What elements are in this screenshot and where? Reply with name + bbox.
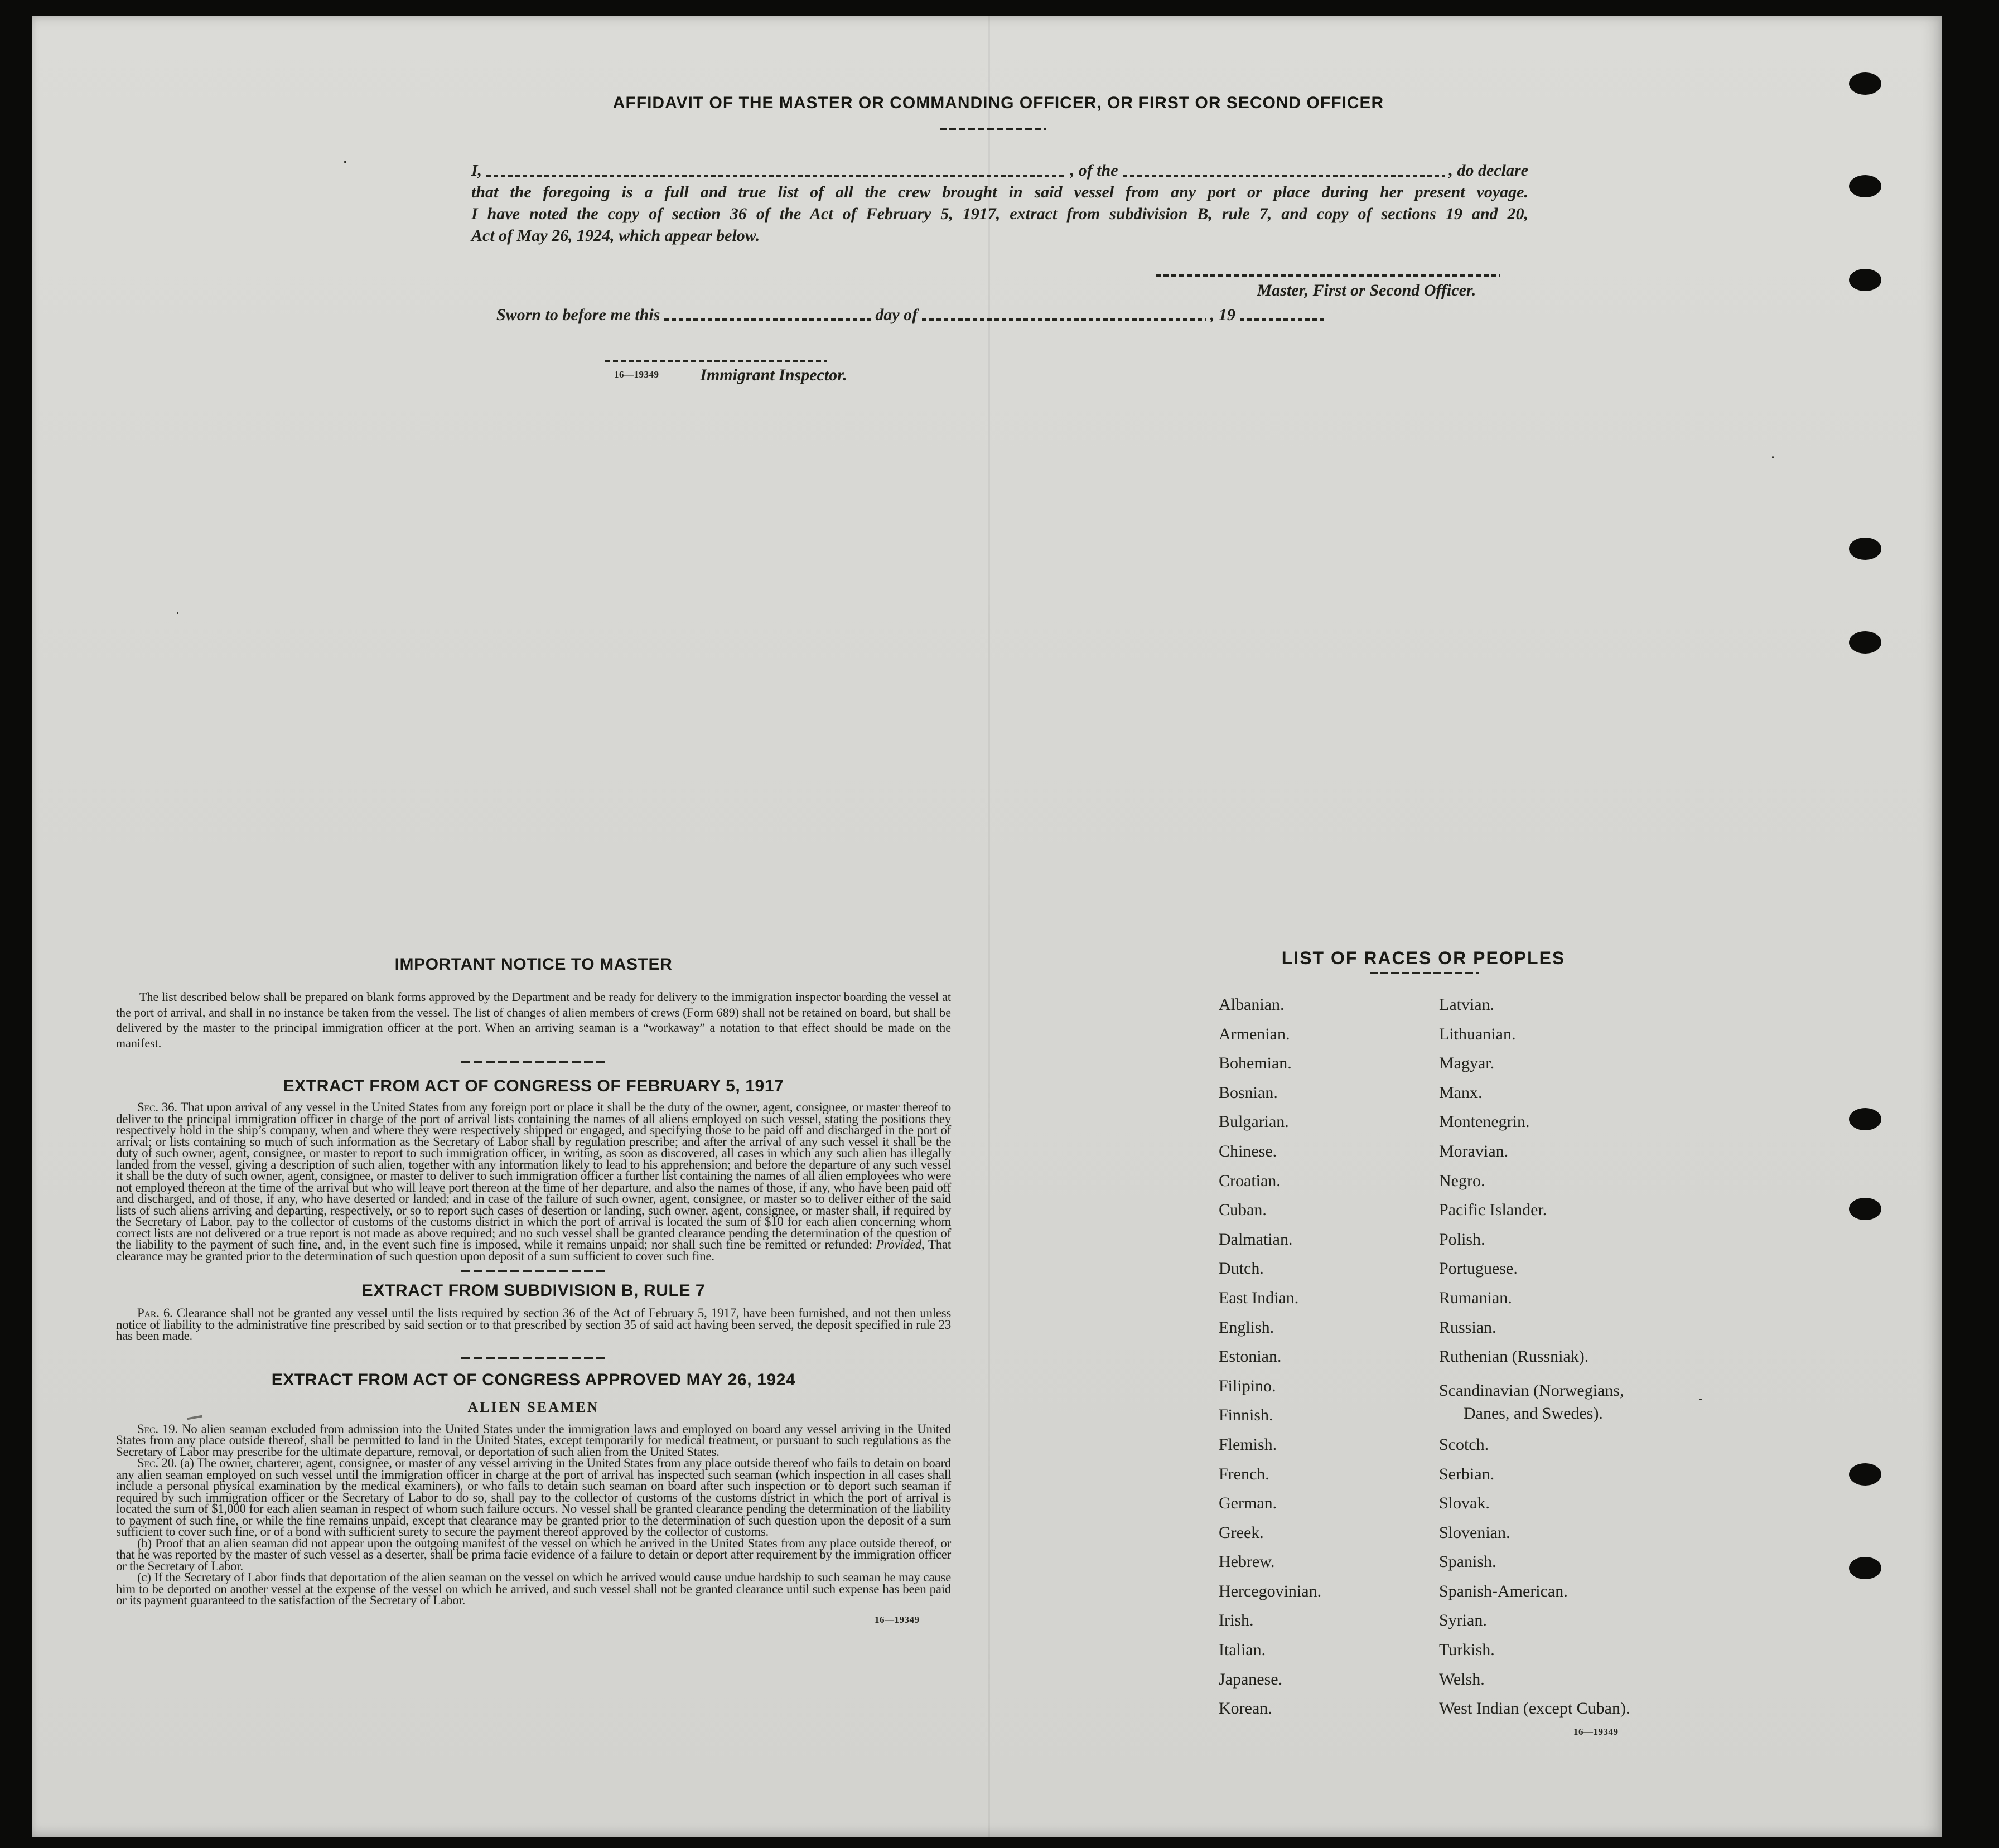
race-item: Portuguese. (1439, 1259, 1518, 1278)
race-item: Welsh. (1439, 1670, 1485, 1689)
race-item: Japanese. (1219, 1670, 1283, 1689)
race-item: Italian. (1219, 1641, 1266, 1660)
paper-crease (988, 16, 990, 1837)
race-item: Finnish. (1219, 1406, 1273, 1425)
race-item: Cuban. (1219, 1201, 1267, 1220)
race-item: Hercegovinian. (1219, 1581, 1322, 1600)
race-item: Albanian. (1219, 995, 1285, 1014)
declarant-line (471, 159, 1528, 181)
race-item: Montenegrin. (1439, 1112, 1530, 1131)
vessel-name-blank (1123, 175, 1445, 177)
sec-20-label: Sec. 20. (137, 1456, 177, 1470)
race-item: Bulgarian. (1219, 1112, 1289, 1131)
race-item: Chinese. (1219, 1141, 1277, 1160)
race-item: Slovenian. (1439, 1523, 1510, 1542)
section-19-paragraph (116, 1421, 951, 1459)
par-6-paragraph (116, 1308, 951, 1342)
race-item: Moravian. (1439, 1141, 1509, 1160)
race-item: Greek. (1219, 1523, 1264, 1542)
race-item: Croatian. (1219, 1171, 1281, 1190)
punch-hole (1849, 1198, 1881, 1220)
inspector-signature-blank (605, 360, 827, 362)
races-heading-underline (1370, 972, 1479, 974)
sworn-year-blank (1240, 318, 1326, 321)
section-divider (461, 1357, 606, 1359)
extract-1924-heading: EXTRACT FROM ACT OF CONGRESS APPROVED MAY 26, 1924 (271, 1370, 796, 1389)
sworn-statement-line (496, 306, 1330, 325)
race-item: French. (1219, 1464, 1269, 1483)
race-item: Bosnian. (1219, 1083, 1278, 1102)
race-item: Ruthenian (Russniak). (1439, 1347, 1589, 1366)
race-item: Flemish. (1219, 1435, 1277, 1454)
races-list-heading: LIST OF RACES OR PEOPLES (1281, 948, 1566, 968)
sec-20a-text: (a) The owner, charterer, agent, consignee, or master of any vessel arriving in the United States from any place outside thereof who fails to detain on board any alien seaman employed on such vessel until the immigration officer in charge at the port of arrival has inspected such seaman (which inspection in all cases shall include a personal physical examination by the medical examiners), or who fails to detain such seaman on board after such inspection or to deport such seaman if required by such immigration officer or the Secretary of Labor to do so, shall pay to the collector of customs of the customs district in which the port of arrival is located the sum of $1,000 for each alien seaman in respect of whom such failure occurs. No vessel shall be granted clearance pending the determination of the liability to payment of such fine, or while the fine remains unpaid, except that clearance may be granted prior to the determination of such question upon the deposit of a sum sufficient to cover such fine, or of a bond with sufficient surety to secure the payment thereof approved by the collector of customs. (116, 1456, 952, 1539)
sworn-month-blank (922, 318, 1206, 321)
form-number-bottom-left: 16—19349 (875, 1614, 920, 1625)
notice-heading: IMPORTANT NOTICE TO MASTER (394, 955, 673, 974)
race-item: Irish. (1219, 1611, 1254, 1630)
paper-speck (1772, 456, 1774, 458)
section-20a-paragraph (116, 1458, 951, 1538)
punch-hole (1849, 1463, 1881, 1486)
race-item: English. (1219, 1318, 1274, 1337)
race-item: Dalmatian. (1219, 1230, 1293, 1249)
punch-hole (1849, 1108, 1881, 1130)
race-item: Serbian. (1439, 1464, 1495, 1483)
race-item: Estonian. (1219, 1347, 1282, 1366)
inspector-signature-caption: Immigrant Inspector. (700, 366, 847, 384)
title-underline (940, 128, 1046, 130)
declarant-name-blank (486, 175, 1066, 177)
punch-hole (1849, 269, 1881, 291)
par-6-label: Par. 6. (137, 1306, 173, 1320)
sworn-label: Sworn to before me this (496, 306, 660, 324)
par-6-text: Clearance shall not be granted any vessel until the lists required by section 36 of the Act of February 5, 1917, have been furnished, and not then unless notice of liability to the administrative fine prescribed by said section or to that prescribed by section 35 of said act having been served, the deposit specified in rule 23 has been made. (116, 1306, 951, 1343)
scanned-form-page (32, 16, 1942, 1837)
paper-speck (344, 161, 346, 163)
alien-seamen-subheading: ALIEN SEAMEN (467, 1399, 600, 1415)
extract-1917-heading: EXTRACT FROM ACT OF CONGRESS OF FEBRUARY 5, 1917 (283, 1077, 784, 1095)
race-item: Spanish-American. (1439, 1581, 1568, 1600)
affidavit-text-line-1: that the foregoing is a full and true list of all the crew brought in said vessel from any port or place during her present voyage. (471, 183, 1528, 201)
section-divider (461, 1270, 606, 1272)
punch-hole (1849, 631, 1881, 654)
race-item: Scotch. (1439, 1435, 1489, 1454)
master-signature-caption: Master, First or Second Officer. (1257, 281, 1476, 299)
race-item: Turkish. (1439, 1641, 1495, 1660)
punch-hole (1849, 1557, 1881, 1579)
race-item: Negro. (1439, 1171, 1485, 1190)
section-36-paragraph (116, 1102, 951, 1262)
affidavit-block (471, 159, 1528, 246)
sec-36-label: Sec. 36. (137, 1100, 177, 1114)
race-item: Rumanian. (1439, 1288, 1512, 1307)
do-declare-label: , do declare (1448, 161, 1528, 180)
race-item: Syrian. (1439, 1611, 1487, 1630)
sec-19-label: Sec. 19. (137, 1421, 178, 1436)
race-item: Pacific Islander. (1439, 1201, 1547, 1220)
notice-paragraph: The list described below shall be prepared on blank forms approved by the Department and be ready for delivery to the immigration inspector boarding the vessel at the port of arrival, and shall in no instance be taken from the vessel. The list of changes of alien members of crews (Form 689) shall not be retained on board, but shall be delivered by the master to the principal immigration officer at the port. When an arriving seaman is a “workaway” a notation to that effect should be made on the manifest. (116, 990, 951, 1050)
race-item: Russian. (1439, 1318, 1496, 1337)
race-item: Scandinavian (Norwegians, Danes, and Swedes). (1439, 1381, 1624, 1423)
race-item: Polish. (1439, 1230, 1485, 1249)
punch-hole (1849, 175, 1881, 197)
race-item: East Indian. (1219, 1288, 1299, 1307)
i-label: I, (471, 161, 482, 180)
race-item: Lithuanian. (1439, 1024, 1516, 1043)
punch-hole (1849, 538, 1881, 560)
race-item: Manx. (1439, 1083, 1483, 1102)
race-item: Magyar. (1439, 1054, 1495, 1073)
punch-hole (1849, 72, 1881, 95)
day-of-label: day of (875, 306, 918, 324)
provided-term: Provided, (876, 1237, 925, 1251)
race-item: German. (1219, 1494, 1277, 1513)
race-item: Spanish. (1439, 1552, 1496, 1571)
sec-19-text: No alien seaman excluded from admission into the United States under the immigration laws and employed on board any vessel arriving in the United States from any place outside thereof, shall be permitted to land in the United States, except temporarily for medical treatment, or pursuant to such regulations as the Secretary of Labor may prescribe for the ultimate departure, removal, or deportation of such alien from the United States. (116, 1421, 951, 1459)
race-item: Slovak. (1439, 1494, 1490, 1513)
races-column-left (1219, 990, 1431, 1724)
race-item: Armenian. (1219, 1024, 1290, 1043)
paper-speck (177, 612, 178, 614)
of-the-label: , of the (1070, 161, 1118, 180)
year-19-label: , 19 (1210, 306, 1235, 324)
race-item: Korean. (1219, 1699, 1272, 1718)
affidavit-text-line-2: I have noted the copy of section 36 of the Act of February 5, 1917, extract from subdivision B, rule 7, and copy of sections 19 and 20, (471, 205, 1528, 223)
race-item: West Indian (except Cuban). (1439, 1699, 1630, 1718)
section-20c-paragraph: (c) If the Secretary of Labor finds that deportation of the alien seaman on the vessel on which he arrived would cause undue hardship to such seaman he may cause him to be deported on another vessel at the expense of the vessel on which he arrived, and such vessel shall not be granted clearance until such expense has been paid or its payment guaranteed to the satisfaction of the Secretary of Labor. (116, 1570, 951, 1607)
form-number-bottom-right: 16—19349 (1573, 1726, 1619, 1737)
affidavit-text-line-3: Act of May 26, 1924, which appear below. (471, 226, 760, 245)
section-20b-paragraph: (b) Proof that an alien seaman did not appear upon the outgoing manifest of the vessel on which he arrived in the United States from any place outside thereof, or that he was reported by the master of such vessel as a deserter, shall be prima facie evidence of a failure to detain or deport after requirement by the immigration officer or the Secretary of Labor. (116, 1536, 951, 1573)
legal-extracts-column (116, 955, 951, 1626)
master-signature-blank (1156, 274, 1500, 277)
sec-36-text: That upon arrival of any vessel in the United States from any foreign port or place it shall be the duty of the owner, agent, consignee, or master thereof to deliver to the principal immigration officer in charge of the port of arrival lists containing the names of all aliens employed on such vessel, stating the positions they respectively hold in the ship’s company, when and where they were respectively shipped or engaged, and specifying those to be paid off and discharged in the port of arrival; or lists containing so much of such information as the Secretary of Labor shall by regulation prescribe; and after the arrival of any such vessel it shall be the duty of such owner, agent, consignee, or master to report to such immigration officer, in writing, as soon as discovered, all cases in which any such alien has illegally landed from the vessel, giving a description of such alien, together with any information likely to lead to his apprehension; and before the departure of any such vessel it shall be the duty of such owner, agent, consignee, or master to deliver to such immigration officer a further list containing the names of all alien employees who were not employed thereon at the time of the arrival but who will leave port thereon at the time of her departure, and also the names of those, if any, who have been paid off and discharged, and of those, if any, who have deserted or landed; and in case of the failure of such owner, agent, consignee, or master so to deliver either of the said lists of such aliens arriving and departing, respectively, or so to report such cases of desertion or landing, such owner, agent, consignee, or master shall, if required by the Secretary of Labor, pay to the collector of customs of the customs district in which the port of arrival is located the sum of $10 for each alien concerning whom correct lists are not delivered or a true report is not made as above required; and no such vessel shall be granted clearance pending the determination of the question of the liability to the payment of such fine, and, in the event such fine is imposed, while it remains unpaid; nor shall such fine be remitted or refunded: (116, 1100, 951, 1251)
sec-36-text-end: That clearance may be granted prior to the determination of such question upon deposit of a sum sufficient to cover such fine. (116, 1237, 951, 1263)
form-title: AFFIDAVIT OF THE MASTER OR COMMANDING OFFICER, OR FIRST OR SECOND OFFICER (612, 94, 1384, 112)
rule-7-heading: EXTRACT FROM SUBDIVISION B, RULE 7 (361, 1281, 706, 1300)
form-number-top: 16—19349 (614, 369, 659, 380)
races-column-right (1439, 990, 1721, 1724)
race-item: Hebrew. (1219, 1552, 1275, 1571)
sworn-day-blank (664, 318, 871, 321)
section-divider (461, 1061, 606, 1063)
race-item: Bohemian. (1219, 1054, 1292, 1073)
race-item: Filipino. (1219, 1376, 1276, 1395)
race-item: Latvian. (1439, 995, 1495, 1014)
race-item: Dutch. (1219, 1259, 1264, 1278)
